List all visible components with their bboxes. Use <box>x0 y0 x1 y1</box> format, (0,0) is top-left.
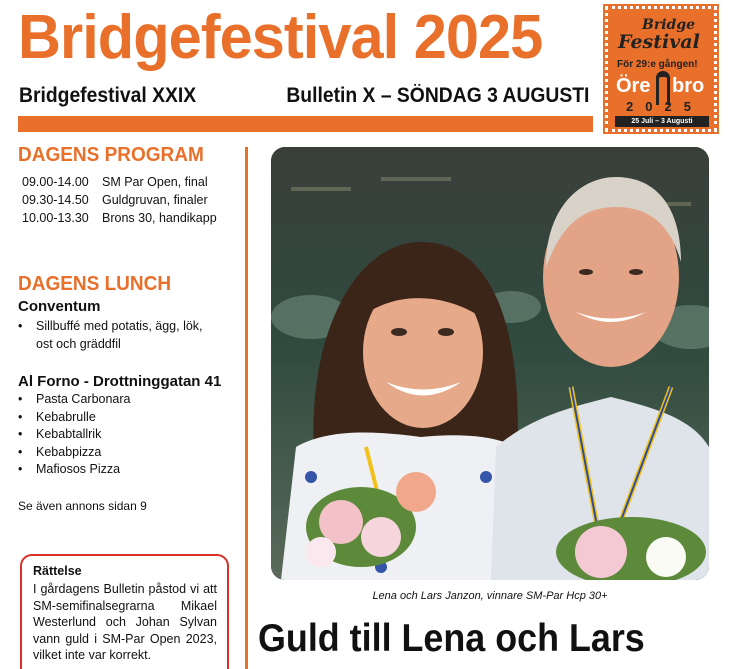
photo-caption: Lena och Lars Janzon, vinnare SM-Par Hcp 30+ <box>372 590 608 602</box>
program-event: Guldgruvan, finaler <box>102 193 208 207</box>
bulletin-date: Bulletin X – SÖNDAG 3 AUGUSTI <box>285 84 589 107</box>
logo-bridge-text: Bridge <box>642 17 696 33</box>
program-time: 09.00-14.00 <box>22 175 89 189</box>
conventum-menu <box>18 318 203 353</box>
see-also-note: Se även annons sidan 9 <box>18 499 147 513</box>
winners-photo <box>271 147 709 580</box>
program-row <box>22 209 217 227</box>
correction-title: Rättelse <box>33 564 82 578</box>
menu-item-text: ost och gräddfil <box>36 336 121 351</box>
lunch-heading: DAGENS LUNCH <box>18 273 172 295</box>
lunch-venue-al-forno: Al Forno - Drottninggatan 41 <box>18 373 222 390</box>
logo-festival-text: Festival <box>618 31 700 53</box>
festival-logo <box>605 6 717 132</box>
logo-city-left: Öre <box>616 75 651 97</box>
menu-item: • Kebabpizza <box>18 444 131 462</box>
menu-item: • Kebabtallrik <box>18 426 131 444</box>
program-event: SM Par Open, final <box>102 175 208 189</box>
logo-city-right: bro <box>672 75 705 97</box>
program-time: 09.30-14.50 <box>22 193 89 207</box>
menu-item: • Pasta Carbonara <box>18 391 131 409</box>
program-list <box>22 173 217 227</box>
menu-item <box>18 318 203 353</box>
menu-item: • Mafiosos Pizza <box>18 461 131 479</box>
logo-dates: 25 Juli – 3 Augusti <box>615 116 709 127</box>
masthead-title: Bridgefestival 2025 <box>18 3 543 72</box>
lunch-venue-conventum: Conventum <box>18 298 101 315</box>
al-forno-menu <box>18 391 131 479</box>
program-event: Brons 30, handikapp <box>102 211 217 225</box>
photo-illustration <box>271 147 709 580</box>
column-divider <box>245 147 248 669</box>
program-time: 10.00-13.30 <box>22 211 89 225</box>
logo-year: 2025 <box>626 99 703 114</box>
menu-item: • Kebabrulle <box>18 409 131 427</box>
edition-label: Bridgefestival XXIX <box>19 84 197 107</box>
program-row <box>22 173 217 191</box>
menu-item-text: Sillbuffé med potatis, ägg, lök, <box>36 319 203 333</box>
article-headline: Guld till Lena och Lars <box>258 617 645 660</box>
program-row <box>22 191 217 209</box>
header-rule <box>18 116 593 132</box>
logo-tagline: För 29:e gången! <box>617 59 698 70</box>
correction-text: I gårdagens Bulletin påstod vi att SM-semifinalsegrarna Mikael Westerlund och Johan Sylvan vann guld i SM-Par Open 2023, vilket inte var korrekt. <box>33 582 217 662</box>
correction-box <box>20 554 229 669</box>
program-heading: DAGENS PROGRAM <box>18 144 204 166</box>
